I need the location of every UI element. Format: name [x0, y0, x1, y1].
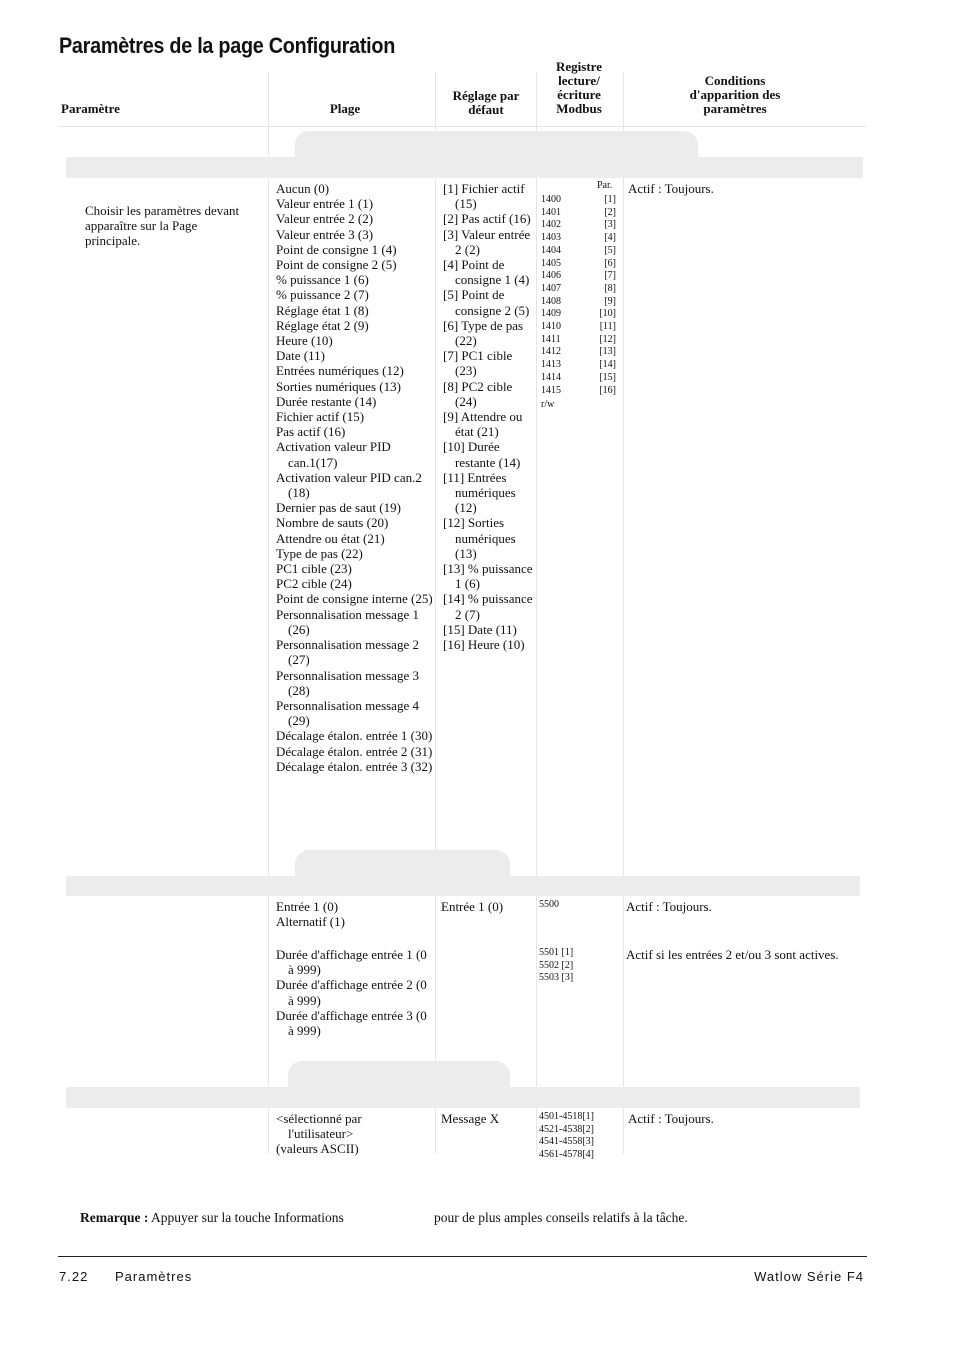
range-item: Pas actif (16) — [276, 424, 346, 440]
range-item: Valeur entrée 1 (1) — [276, 196, 374, 212]
remark-label: Remarque : — [80, 1210, 149, 1225]
range-item: Réglage état 1 (8) — [276, 302, 369, 318]
register-item: 4521-4538[2] — [539, 1123, 594, 1135]
range-item: <sélectionné par l'utilisateur> — [276, 1111, 362, 1142]
default-list-1 — [443, 181, 533, 652]
condition-1: Actif : Toujours. — [628, 181, 714, 196]
register-param-item: [1] — [604, 194, 616, 205]
register-param-item: [9] — [604, 295, 616, 307]
register-param-item: [16] — [599, 384, 616, 396]
range-item: Réglage état 2 (9) — [276, 317, 369, 333]
range-item: Durée d'affichage entrée 1 (0 à 999) — [276, 947, 427, 978]
register-param-item: [7] — [604, 270, 616, 282]
range-item: % puissance 2 (7) — [276, 287, 369, 303]
default-item: [6] Type de pas (22) — [443, 317, 524, 349]
default-item: [5] Point de consigne 2 (5) — [443, 287, 530, 318]
default-item: [16] Heure (10) — [443, 637, 525, 653]
default-item: [14] % puissance 2 (7) — [443, 591, 533, 622]
register-item: 1402 — [541, 219, 561, 231]
condition-3: Actif : Toujours. — [628, 1111, 714, 1126]
register-item: 5502 [2] — [539, 959, 574, 971]
default-item: [8] PC2 cible (24) — [443, 378, 513, 409]
section-band-1 — [66, 157, 863, 178]
section-tab-2 — [295, 850, 510, 876]
register-param-item: [8] — [604, 282, 616, 294]
s3-divider-3 — [536, 1108, 537, 1154]
default-item: [10] Durée restante (14) — [443, 439, 521, 470]
register-item: 1409 — [541, 308, 561, 320]
s1-divider-1 — [268, 178, 269, 876]
range-item: Point de consigne 2 (5) — [276, 257, 397, 273]
range-item: PC2 cible (24) — [276, 576, 352, 592]
header-range: Plage — [329, 101, 361, 116]
default-item: [1] Fichier actif (15) — [443, 181, 525, 212]
register-item: 1412 — [541, 346, 561, 358]
register-item: 1404 — [541, 244, 561, 256]
default-item: [11] Entrées numériques (12) — [443, 469, 516, 516]
register-item: 4501-4518[1] — [539, 1111, 594, 1122]
range-item: Personnalisation message 3 (28) — [276, 667, 419, 698]
default-2: Entrée 1 (0) — [441, 899, 504, 914]
footer-page-number: 7.22 — [59, 1269, 89, 1284]
range-item: Durée d'affichage entrée 3 (0 à 999) — [276, 1007, 427, 1039]
range-item: Valeur entrée 2 (2) — [276, 211, 374, 227]
param-description: Choisir les paramètres devant apparaître sur la Page principale. — [85, 203, 240, 249]
header-modbus: Registre lecture/ écriture Modbus — [556, 59, 602, 116]
default-item: [12] Sorties numériques (13) — [443, 515, 516, 561]
register-list-3 — [539, 1111, 594, 1162]
footer-product: Watlow Série F4 — [754, 1269, 864, 1284]
register-item: 4541-4558[3] — [539, 1136, 594, 1148]
range-item: Date (11) — [276, 348, 325, 364]
section-tab-1 — [295, 131, 698, 157]
range-item: Dernier pas de saut (19) — [276, 500, 401, 516]
default-item: [9] Attendre ou état (21) — [443, 409, 523, 440]
s3-divider-2 — [435, 1108, 436, 1154]
default-3: Message X — [441, 1111, 500, 1126]
register-param-item: [12] — [599, 333, 616, 345]
register-param-item: [13] — [599, 346, 616, 358]
register-param-item: [5] — [604, 244, 616, 256]
range-item: Durée restante (14) — [276, 393, 377, 409]
s1-divider-2 — [435, 178, 436, 876]
range-item: Attendre ou état (21) — [276, 530, 385, 546]
register-item: 1415 — [541, 384, 561, 396]
range-list-1 — [276, 181, 434, 774]
range-item: Décalage étalon. entrée 3 (32) — [276, 758, 433, 774]
s2-divider-2 — [435, 896, 436, 1086]
register-param-item: [11] — [599, 321, 616, 333]
range-item: Entrées numériques (12) — [276, 363, 404, 379]
default-item: [2] Pas actif (16) — [443, 211, 531, 227]
range-item: Personnalisation message 1 (26) — [276, 606, 419, 637]
register-item: 1403 — [541, 232, 561, 244]
register-param-item: [10] — [599, 308, 616, 320]
range-item: Valeur entrée 3 (3) — [276, 226, 374, 242]
default-item: [15] Date (11) — [443, 621, 517, 637]
range-item: PC1 cible (23) — [276, 561, 352, 577]
s2-divider-4 — [623, 896, 624, 1086]
register-2a: 5500 — [539, 899, 559, 910]
register-item: 1400 — [541, 194, 561, 205]
section-band-3 — [66, 1087, 860, 1108]
range-item: Décalage étalon. entrée 2 (31) — [276, 743, 433, 759]
register-list-2b — [539, 947, 573, 985]
register-item: 5501 [1] — [539, 947, 574, 958]
range-item: Type de pas (22) — [276, 545, 363, 561]
register-param-item: [14] — [599, 359, 616, 371]
range-item: Activation valeur PID can.2 (18) — [276, 469, 422, 501]
default-item: [7] PC1 cible (23) — [443, 348, 513, 379]
rw-label: r/w — [541, 399, 555, 410]
remark — [80, 1210, 344, 1225]
column-divider-1 — [268, 72, 269, 156]
section-tab-3 — [288, 1061, 510, 1087]
range-item: Personnalisation message 2 (27) — [276, 637, 419, 668]
footer-section-label: Paramètres — [115, 1269, 193, 1284]
register-param-item: [15] — [599, 371, 616, 383]
register-item: 5503 [3] — [539, 972, 574, 984]
s1-divider-4 — [623, 178, 624, 876]
section-band-2 — [66, 876, 860, 896]
header-param: Paramètre — [61, 101, 120, 116]
page-title: Paramètres de la page Configuration — [59, 33, 396, 58]
par-label: Par. — [597, 180, 613, 191]
register-item: 1407 — [541, 282, 561, 294]
range-list-2b — [276, 947, 434, 1038]
register-param-item: [6] — [604, 257, 616, 269]
range-item: Durée d'affichage entrée 2 (0 à 999) — [276, 977, 427, 1008]
register-item: 1414 — [541, 371, 561, 383]
header-divider — [59, 126, 867, 127]
register-item: 1408 — [541, 295, 561, 307]
default-item: [4] Point de consigne 1 (4) — [443, 257, 530, 288]
range-item: Entrée 1 (0) — [276, 899, 339, 914]
range-item: % puissance 1 (6) — [276, 272, 369, 288]
s2-divider-1 — [268, 896, 269, 1086]
range-list-3 — [276, 1111, 426, 1157]
range-item: Heure (10) — [276, 333, 333, 349]
range-item: Alternatif (1) — [276, 914, 345, 930]
footer-rule — [58, 1256, 867, 1257]
s3-divider-4 — [623, 1108, 624, 1154]
range-item: Nombre de sauts (20) — [276, 515, 389, 531]
range-item: Point de consigne 1 (4) — [276, 241, 397, 257]
condition-2a: Actif : Toujours. — [626, 899, 712, 914]
range-list-2a — [276, 899, 434, 929]
remark-text-1: Appuyer sur la touche Informations — [151, 1210, 344, 1225]
register-item: 1406 — [541, 270, 561, 282]
register-param-item: [4] — [604, 232, 616, 244]
range-item: (valeurs ASCII) — [276, 1141, 359, 1157]
range-item: Fichier actif (15) — [276, 409, 365, 425]
header-default: Réglage par défaut — [452, 88, 520, 117]
register-item: 1401 — [541, 206, 561, 218]
header-conditions: Conditions d'apparition des paramètres — [689, 73, 781, 116]
register-item: 1405 — [541, 257, 561, 269]
register-item: 1411 — [541, 333, 561, 345]
register-param-item: [3] — [604, 219, 616, 231]
register-param-item: [2] — [604, 206, 616, 218]
range-item: Aucun (0) — [276, 181, 330, 196]
register-item: 1410 — [541, 321, 561, 333]
condition-2b: Actif si les entrées 2 et/ou 3 sont actives. — [626, 947, 839, 962]
default-item: [3] Valeur entrée 2 (2) — [443, 226, 531, 257]
s1-divider-3 — [536, 178, 537, 876]
register-param-list-1 — [585, 194, 616, 397]
range-item: Point de consigne interne (25) — [276, 591, 433, 607]
register-item: 4561-4578[4] — [539, 1149, 594, 1161]
default-item: [13] % puissance 1 (6) — [443, 561, 533, 592]
range-item: Sorties numériques (13) — [276, 378, 401, 394]
s3-divider-1 — [268, 1108, 269, 1154]
range-item: Activation valeur PID can.1(17) — [276, 439, 391, 470]
register-list-1 — [541, 194, 561, 397]
remark-text-2: pour de plus amples conseils relatifs à la tâche. — [434, 1210, 688, 1225]
range-item: Décalage étalon. entrée 1 (30) — [276, 728, 433, 744]
range-item: Personnalisation message 4 (29) — [276, 697, 419, 729]
register-item: 1413 — [541, 359, 561, 371]
s2-divider-3 — [536, 896, 537, 1086]
